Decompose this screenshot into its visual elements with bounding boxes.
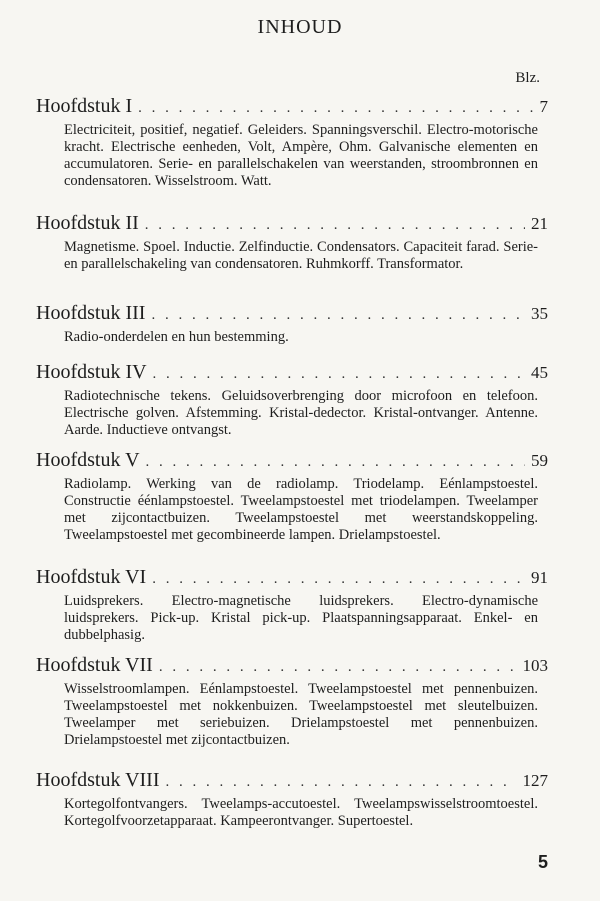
page-column-label: Blz.: [515, 70, 540, 86]
chapter-heading: [36, 302, 548, 326]
chapter-heading: [36, 212, 548, 236]
chapter-page-number: 35: [531, 304, 548, 323]
page-number: 5: [537, 852, 548, 872]
chapter-name: Hoofdstuk II: [36, 212, 139, 234]
chapter-heading: [36, 95, 548, 119]
chapter-name: Hoofdstuk IV: [36, 361, 147, 383]
chapter-page-number: 7: [539, 97, 548, 116]
chapter-page-number: 127: [522, 771, 548, 790]
dot-leader: [138, 97, 533, 119]
chapter-name: Hoofdstuk VI: [36, 566, 147, 588]
chapter-6: [36, 566, 548, 644]
chapter-description: Wisselstroomlampen. Eénlampstoestel. Tweelampstoestel met pennenbuizen. Tweelampstoestel met nokkenbuizen. Tweelampstoestel met sleutelbuizen. Tweelamper met seriebuizen. Drielampstoestel met pennenbuizen. Drielampstoestel met zijcontactbuizen.: [64, 681, 538, 748]
chapter-description: Magnetisme. Spoel. Inductie. Zelfinductie. Condensators. Capaciteit farad. Serie- en parallelschakeling van condensatoren. Ruhmkorff. Transformator.: [64, 239, 538, 272]
chapter-1: [36, 95, 548, 190]
chapter-page-number: 59: [531, 451, 548, 470]
chapter-description: Luidsprekers. Electro-magnetische luidsprekers. Electro-dynamische luidsprekers. Pick-up. Kristal pick-up. Plaatspanningsapparaat. Enkel- en dubbelphasig.: [64, 593, 538, 643]
dot-leader: [151, 304, 525, 326]
chapter-page-number: 45: [531, 363, 548, 382]
chapter-description: Kortegolfontvangers. Tweelamps-accutoestel. Tweelampswisselstroomtoestel. Kortegolfvoorzetapparaat. Kampeerontvanger. Supertoestel.: [64, 796, 538, 829]
dot-leader: [146, 451, 525, 473]
chapter-3: [36, 302, 548, 346]
dot-leader: [159, 656, 517, 678]
chapter-4: [36, 361, 548, 439]
chapter-page-number: 91: [531, 568, 548, 587]
chapter-heading: [36, 769, 548, 793]
chapter-5: [36, 449, 548, 544]
chapter-name: Hoofdstuk VII: [36, 654, 153, 676]
chapter-description: Electriciteit, positief, negatief. Geleiders. Spanningsverschil. Electro-motorische kracht. Electrische eenheden, Volt, Ampère, Ohm. Galvanische elementen en accumulatoren. Serie- en parallelschakelen van weerstanden, stroombronnen en condensatoren. Wisselstroom. Watt.: [64, 122, 538, 189]
chapter-name: Hoofdstuk VIII: [36, 769, 160, 791]
chapter-description: Radiolamp. Werking van de radiolamp. Triodelamp. Eénlampstoestel. Constructie éénlampstoestel. Tweelampstoestel met triodelampen. Tweelamper met zijcontactbuizen. Tweelampstoestel met weerstandskoppeling. Tweelampstoestel met gecombineerde lampen. Drielampstoestel.: [64, 476, 538, 543]
chapter-heading: [36, 654, 548, 678]
chapter-name: Hoofdstuk V: [36, 449, 140, 471]
page-title: INHOUD: [257, 16, 343, 38]
chapter-page-number: 21: [531, 214, 548, 233]
chapter-name: Hoofdstuk III: [36, 302, 146, 324]
dot-leader: [145, 214, 525, 236]
chapter-2: [36, 212, 548, 273]
chapter-8: [36, 769, 548, 830]
chapter-page-number: 103: [522, 656, 548, 675]
dot-leader: [166, 771, 517, 793]
chapter-heading: [36, 449, 548, 473]
chapter-description: Radiotechnische tekens. Geluidsoverbrenging door microfoon en telefoon. Electrische golven. Afstemming. Kristal-dedector. Kristal-ontvanger. Antenne. Aarde. Inductieve ontvangst.: [64, 388, 538, 438]
dot-leader: [152, 568, 525, 590]
chapter-name: Hoofdstuk I: [36, 95, 133, 117]
dot-leader: [153, 363, 525, 385]
chapter-7: [36, 654, 548, 749]
chapter-description: Radio-onderdelen en hun bestemming.: [64, 329, 289, 345]
chapter-heading: [36, 566, 548, 590]
chapter-heading: [36, 361, 548, 385]
